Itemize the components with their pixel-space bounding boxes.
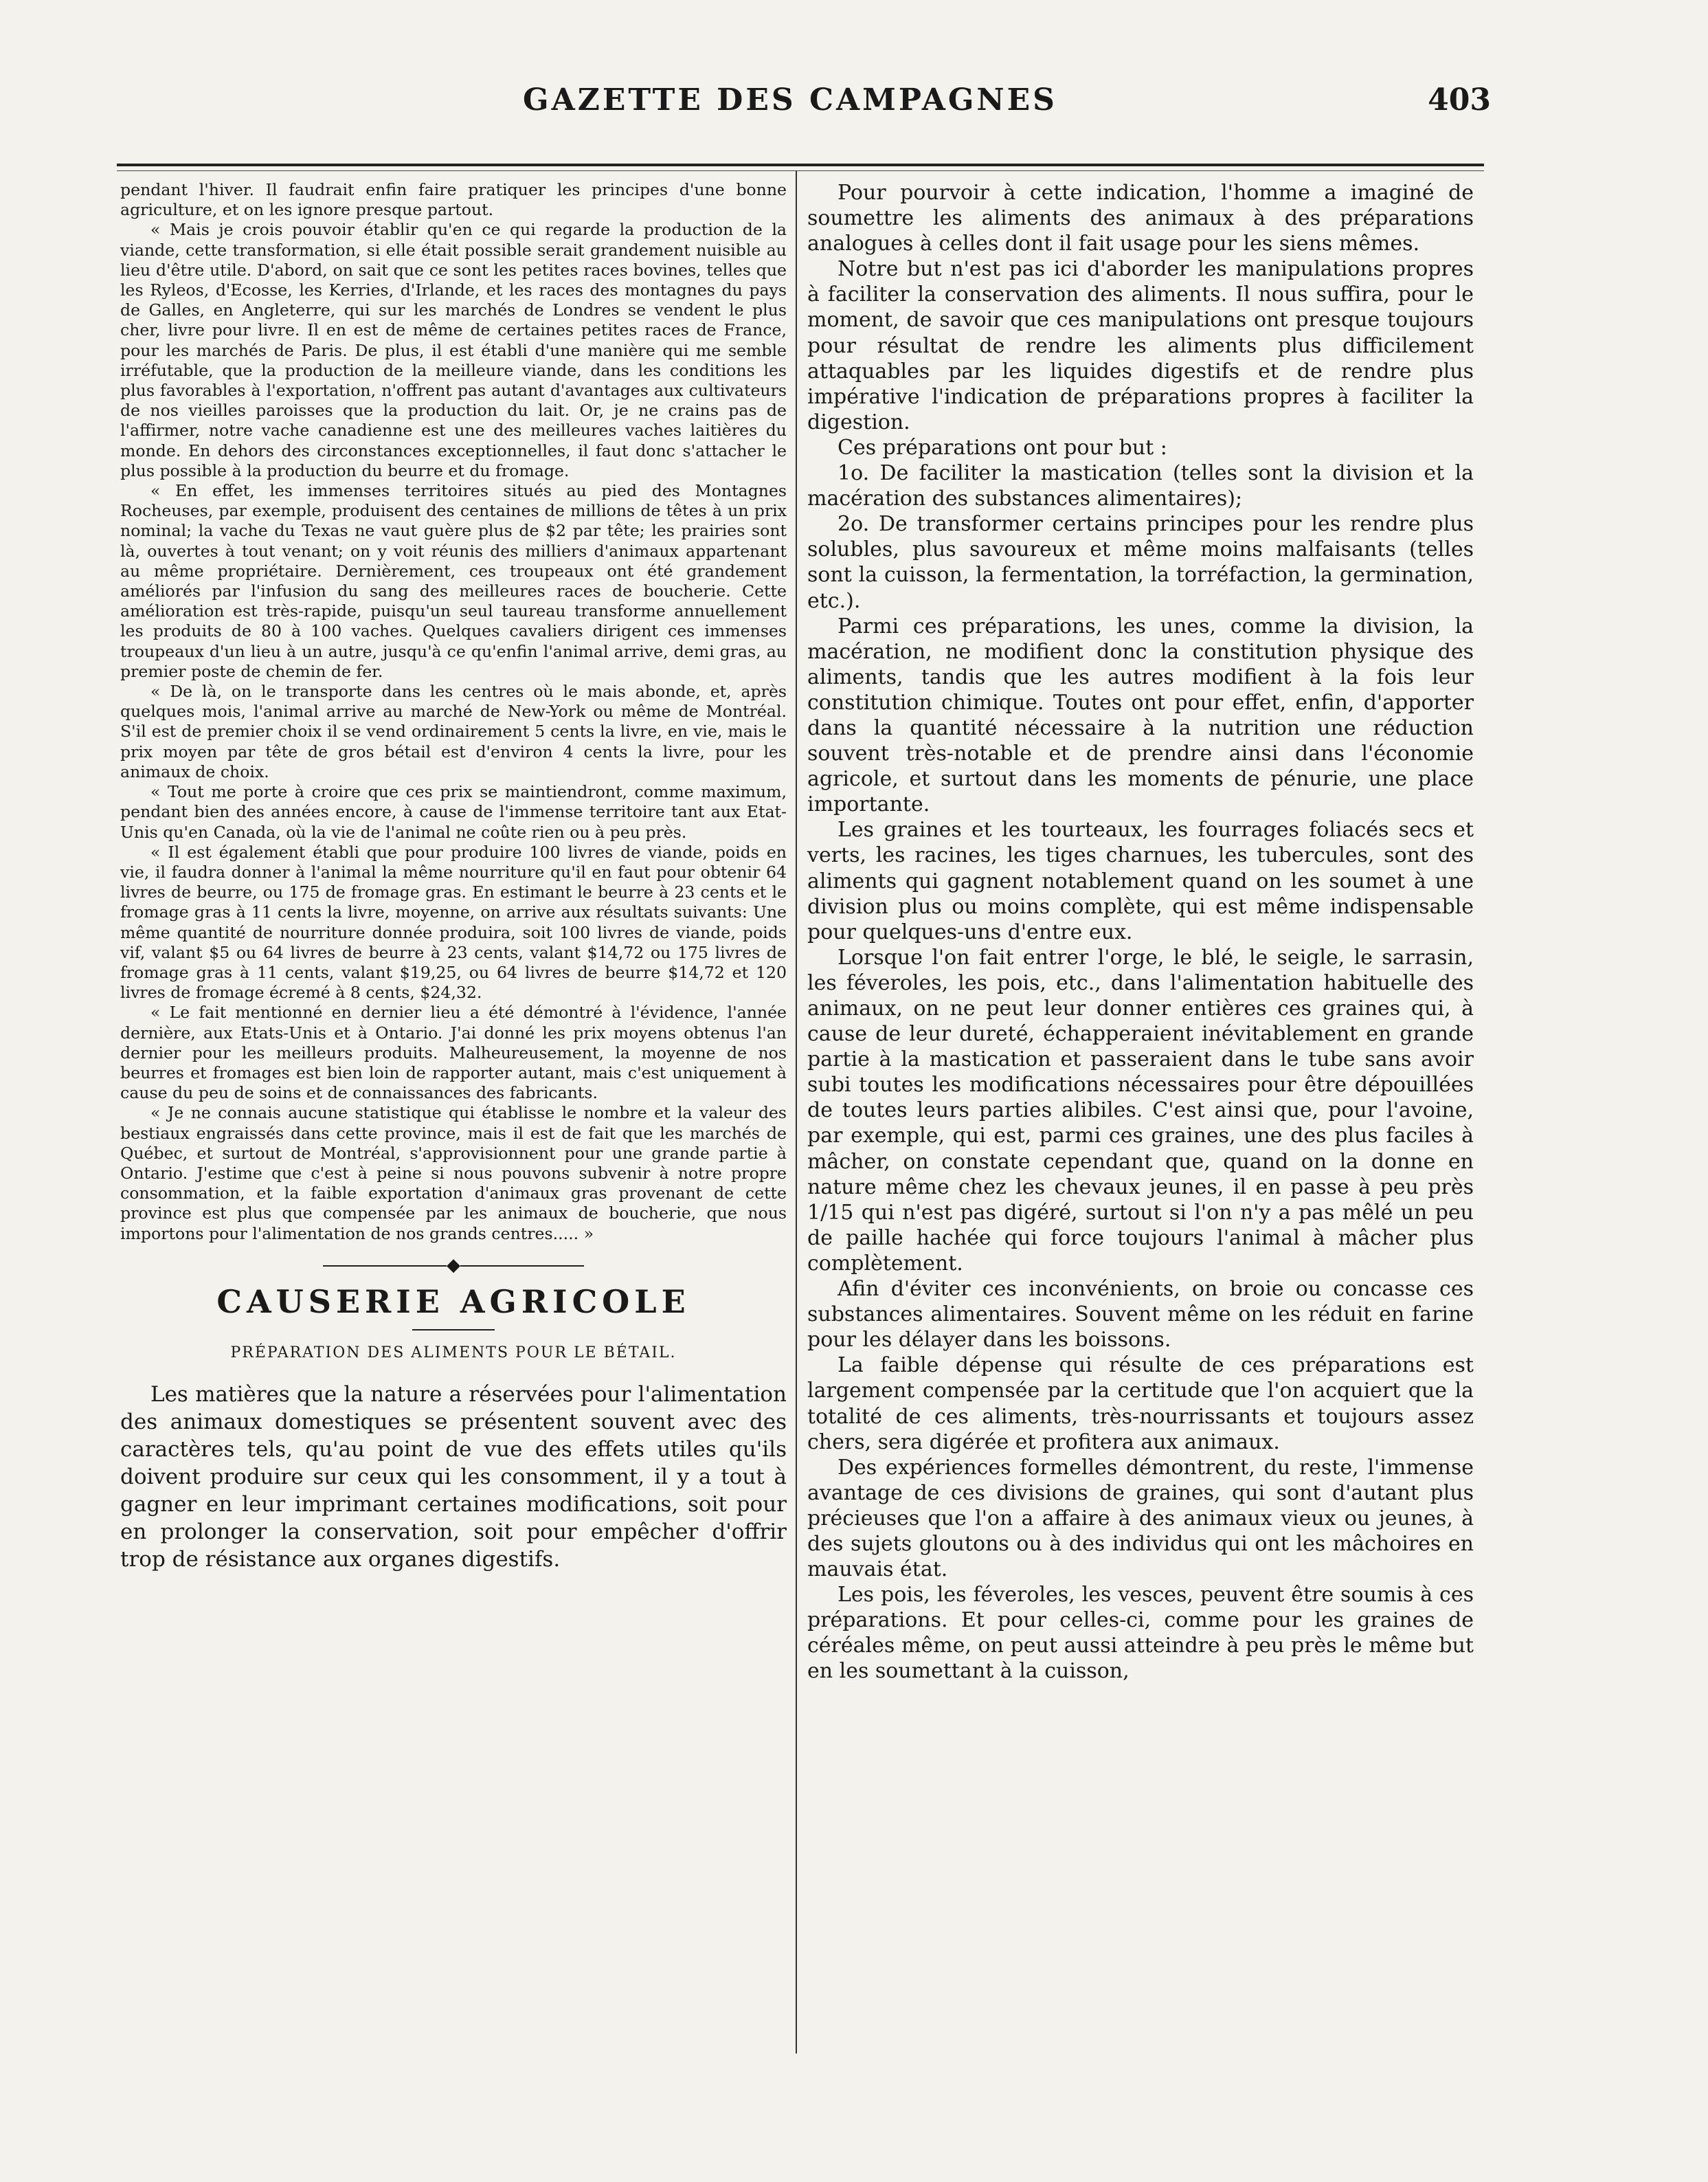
section-ornament: ◆: [120, 1256, 787, 1274]
right-column: [807, 180, 1474, 1684]
paragraph: Parmi ces préparations, les unes, comme la division, la macération, ne modifient donc la constitution physique des aliments, tandis que les autres modifient à la fois leur constitution chimique. Toutes ont pour effet, enfin, d'apporter dans la quantité nécessaire à la nutrition une réduction souvent très-notable et de prendre ainsi dans l'économie agricole, et surtout dans les moments de pénurie, une place importante.: [807, 614, 1474, 817]
section-intro: [120, 1381, 787, 1573]
paragraph: 2o. De transformer certains principes pour les rendre plus solubles, plus savoureux et même moins malfaisants (telles sont la cuisson, la fermentation, la torréfaction, la germination, etc.).: [807, 512, 1474, 613]
paragraph: La faible dépense qui résulte de ces préparations est largement compensée par la certitude que l'on acquiert que la totalité de ces aliments, très-nourrissants et toujours assez chers, sera digérée et profitera aux animaux.: [807, 1353, 1474, 1454]
paragraph: Les matières que la nature a réservées pour l'alimentation des animaux domestiques se présentent souvent avec des caractères tels, qu'au point de vue des effets utiles qu'ils doivent produire sur ceux qui les consomment, il y a tout à gagner en leur imprimant certaines modifications, soit pour en prolonger la conservation, soit pour empêcher d'offrir trop de résistance aux organes digestifs.: [120, 1381, 787, 1572]
paragraph: Les graines et les tourteaux, les fourrages foliacés secs et verts, les racines, les tiges charnues, les tubercules, sont des aliments qui gagnent notablement quand on les soumet à une division plus ou moins complète, qui est même indispensable pour quelques-uns d'entre eux.: [807, 818, 1474, 944]
paragraph: Afin d'éviter ces inconvénients, on broie ou concasse ces substances alimentaires. Souvent même on les réduit en farine pour les délayer dans les boissons.: [807, 1277, 1474, 1352]
section-subtitle: PRÉPARATION DES ALIMENTS POUR LE BÉTAIL.: [230, 1344, 677, 1361]
section-rule: [412, 1329, 495, 1331]
section-title: CAUSERIE AGRICOLE: [216, 1282, 690, 1320]
paragraph: Lorsque l'on fait entrer l'orge, le blé, le seigle, le sarrasin, les féveroles, les pois, etc., dans l'alimentation habituelle des animaux, on ne peut leur donner entières ces graines qui, à cause de leur dureté, échapperaient inévitablement en grande partie à la mastication et passeraient dans le tube sans avoir subi toutes les modifications nécessaires pour être dépouillées de toutes leurs parties alibiles. C'est ainsi que, pour l'avoine, par exemple, qui est, parmi ces graines, une des plus faciles à mâcher, on constate cependant que, quand on la donne en nature même chez les chevaux jeunes, il en passe à peu près 1/15 qui n'est pas digéré, surtout si l'on n'y a pas mêlé un peu de paille hachée qui force toujours l'animal à mâcher plus complètement.: [807, 945, 1474, 1276]
paragraph: Notre but n'est pas ici d'aborder les manipulations propres à faciliter la conservation des aliments. Il nous suffira, pour le moment, de savoir que ces manipulations ont presque toujours pour résultat de rendre les aliments plus difficilement attaquables par les liquides digestifs et de rendre plus impérative l'indication de préparations propres à faciliter la digestion.: [807, 257, 1474, 434]
paragraph: « Il est également établi que pour produire 100 livres de viande, poids en vie, il faudra donner à l'animal la même nourriture qu'il en faut pour obtenir 64 livres de beurre, ou 175 de fromage gras. En estimant le beurre à 23 cents et le fromage gras à 11 cents la livre, moyenne, on arrive aux résultats suivants: Une même quantité de nourriture donnée produira, soit 100 livres de viande, poids vif, valant $5 ou 64 livres de beurre à 23 cents, valant $14,72 ou 175 livres de fromage gras à 11 cents, valant $19,25, ou 64 livres de beurre $14,72 et 120 livres de fromage écremé à 8 cents, $24,32.: [120, 842, 787, 1003]
paragraph: « Je ne connais aucune statistique qui établisse le nombre et la valeur des bestiaux engraissés dans cette province, mais il est de fait que les marchés de Québec, et surtout de Montréal, s'approvisionnent pour une grande partie à Ontario. J'estime que c'est à peine si nous pouvons subvenir à notre propre consommation, et la faible exportation d'animaux gras provenant de cette province est plus que compensée par les animaux de boucherie, que nous importons pour l'alimentation de nos grands centres..... »: [120, 1103, 787, 1243]
column-divider: [796, 170, 797, 2053]
left-column: [120, 180, 787, 1573]
paragraph: « De là, on le transporte dans les centres où le mais abonde, et, après quelques mois, l'animal arrive au marché de New-York ou même de Montréal. S'il est de premier choix il se vend ordinairement 5 cents la livre, en vie, mais le prix moyen par tête de gros bétail est d'environ 4 cents la livre, pour les animaux de choix.: [120, 682, 787, 781]
page-header: [117, 82, 1491, 144]
paragraph: « Mais je crois pouvoir établir qu'en ce qui regarde la production de la viande, cette transformation, si elle était possible serait grandement nuisible au lieu d'être utile. D'abord, on sait que ce sont les petites races bovines, telles que les Ryleos, d'Ecosse, les Kerries, d'Irlande, et les races des montagnes du pays de Galles, en Angleterre, qui sur les marchés de Londres se vendent le plus cher, livre pour livre. Il en est de même de certaines petites races de France, pour les marchés de Paris. De plus, il est établi d'une manière qui me semble irréfutable, que la production de la meilleure viande, dans les conditions les plus favorables à l'exportation, n'offrent pas autant d'avantages aux cultivateurs de nos vieilles paroisses que la production du lait. Or, je ne crains pas de l'affirmer, notre vache canadienne est une des meilleures vaches laitières du monde. En dehors des circonstances exceptionnelles, il faut donc s'attacher le plus possible à la production du beurre et du fromage.: [120, 220, 787, 480]
paragraph: « En effet, les immenses territoires situés au pied des Montagnes Rocheuses, par exemple, produisent des centaines de millions de têtes à un prix nominal; la vache du Texas ne vaut guère plus de $2 par tête; les prairies sont là, ouvertes à tout venant; on y voit réunis des milliers d'animaux appartenant au même propriétaire. Dernièrement, ces troupeaux ont été grandement améliorés par l'infusion du sang des meilleures races de boucherie. Cette amélioration est très-rapide, puisqu'un seul taureau transforme annuellement les produits de 80 à 100 vaches. Quelques cavaliers dirigent ces immenses troupeaux d'un lieu à un autre, jusqu'à ce qu'enfin l'animal arrive, demi gras, au premier poste de chemin de fer.: [120, 481, 787, 681]
paragraph: Ces préparations ont pour but :: [838, 435, 1167, 460]
paragraph: 1o. De faciliter la mastication (telles sont la division et la macération des substances alimentaires);: [807, 461, 1474, 511]
header-rule: [117, 164, 1484, 166]
header-rule-thin: [117, 170, 1484, 171]
paragraph: Les pois, les féveroles, les vesces, peuvent être soumis à ces préparations. Et pour celles-ci, comme pour les graines de céréales même, on peut aussi atteindre à peu près le même but en les soumettant à la cuisson,: [807, 1583, 1474, 1684]
paragraph: « Le fait mentionné en dernier lieu a été démontré à l'évidence, l'année dernière, aux Etats-Unis et à Ontario. J'ai donné les prix moyens obtenus l'an dernier pour les meilleurs produits. Malheureusement, la moyenne de nos beurres et fromages est bien loin de rapporter autant, mais c'est uniquement à cause du peu de soins et de connaissances des fabricants.: [120, 1003, 787, 1103]
paragraph: Des expériences formelles démontrent, du reste, l'immense avantage de ces divisions de graines, qui sont d'autant plus précieuses que l'on a affaire à des animaux vieux ou jeunes, à des sujets gloutons ou à des individus qui ont les mâchoires en mauvais état.: [807, 1455, 1474, 1582]
paragraph: « Tout me porte à croire que ces prix se maintiendront, comme maximum, pendant bien des années encore, à cause de l'immense territoire tant aux Etat-Unis qu'en Canada, où la vie de l'animal ne coûte rien ou à peu près.: [120, 782, 787, 842]
paragraph: pendant l'hiver. Il faudrait enfin faire pratiquer les principes d'une bonne agriculture, et on les ignore presque partout.: [120, 180, 787, 220]
page-title: GAZETTE DES CAMPAGNES: [523, 82, 1057, 118]
page-number: 403: [1428, 82, 1491, 118]
paragraph: Pour pourvoir à cette indication, l'homme a imaginé de soumettre les aliments des animaux à des préparations analogues à celles dont il fait usage pour les siens mêmes.: [807, 181, 1474, 256]
